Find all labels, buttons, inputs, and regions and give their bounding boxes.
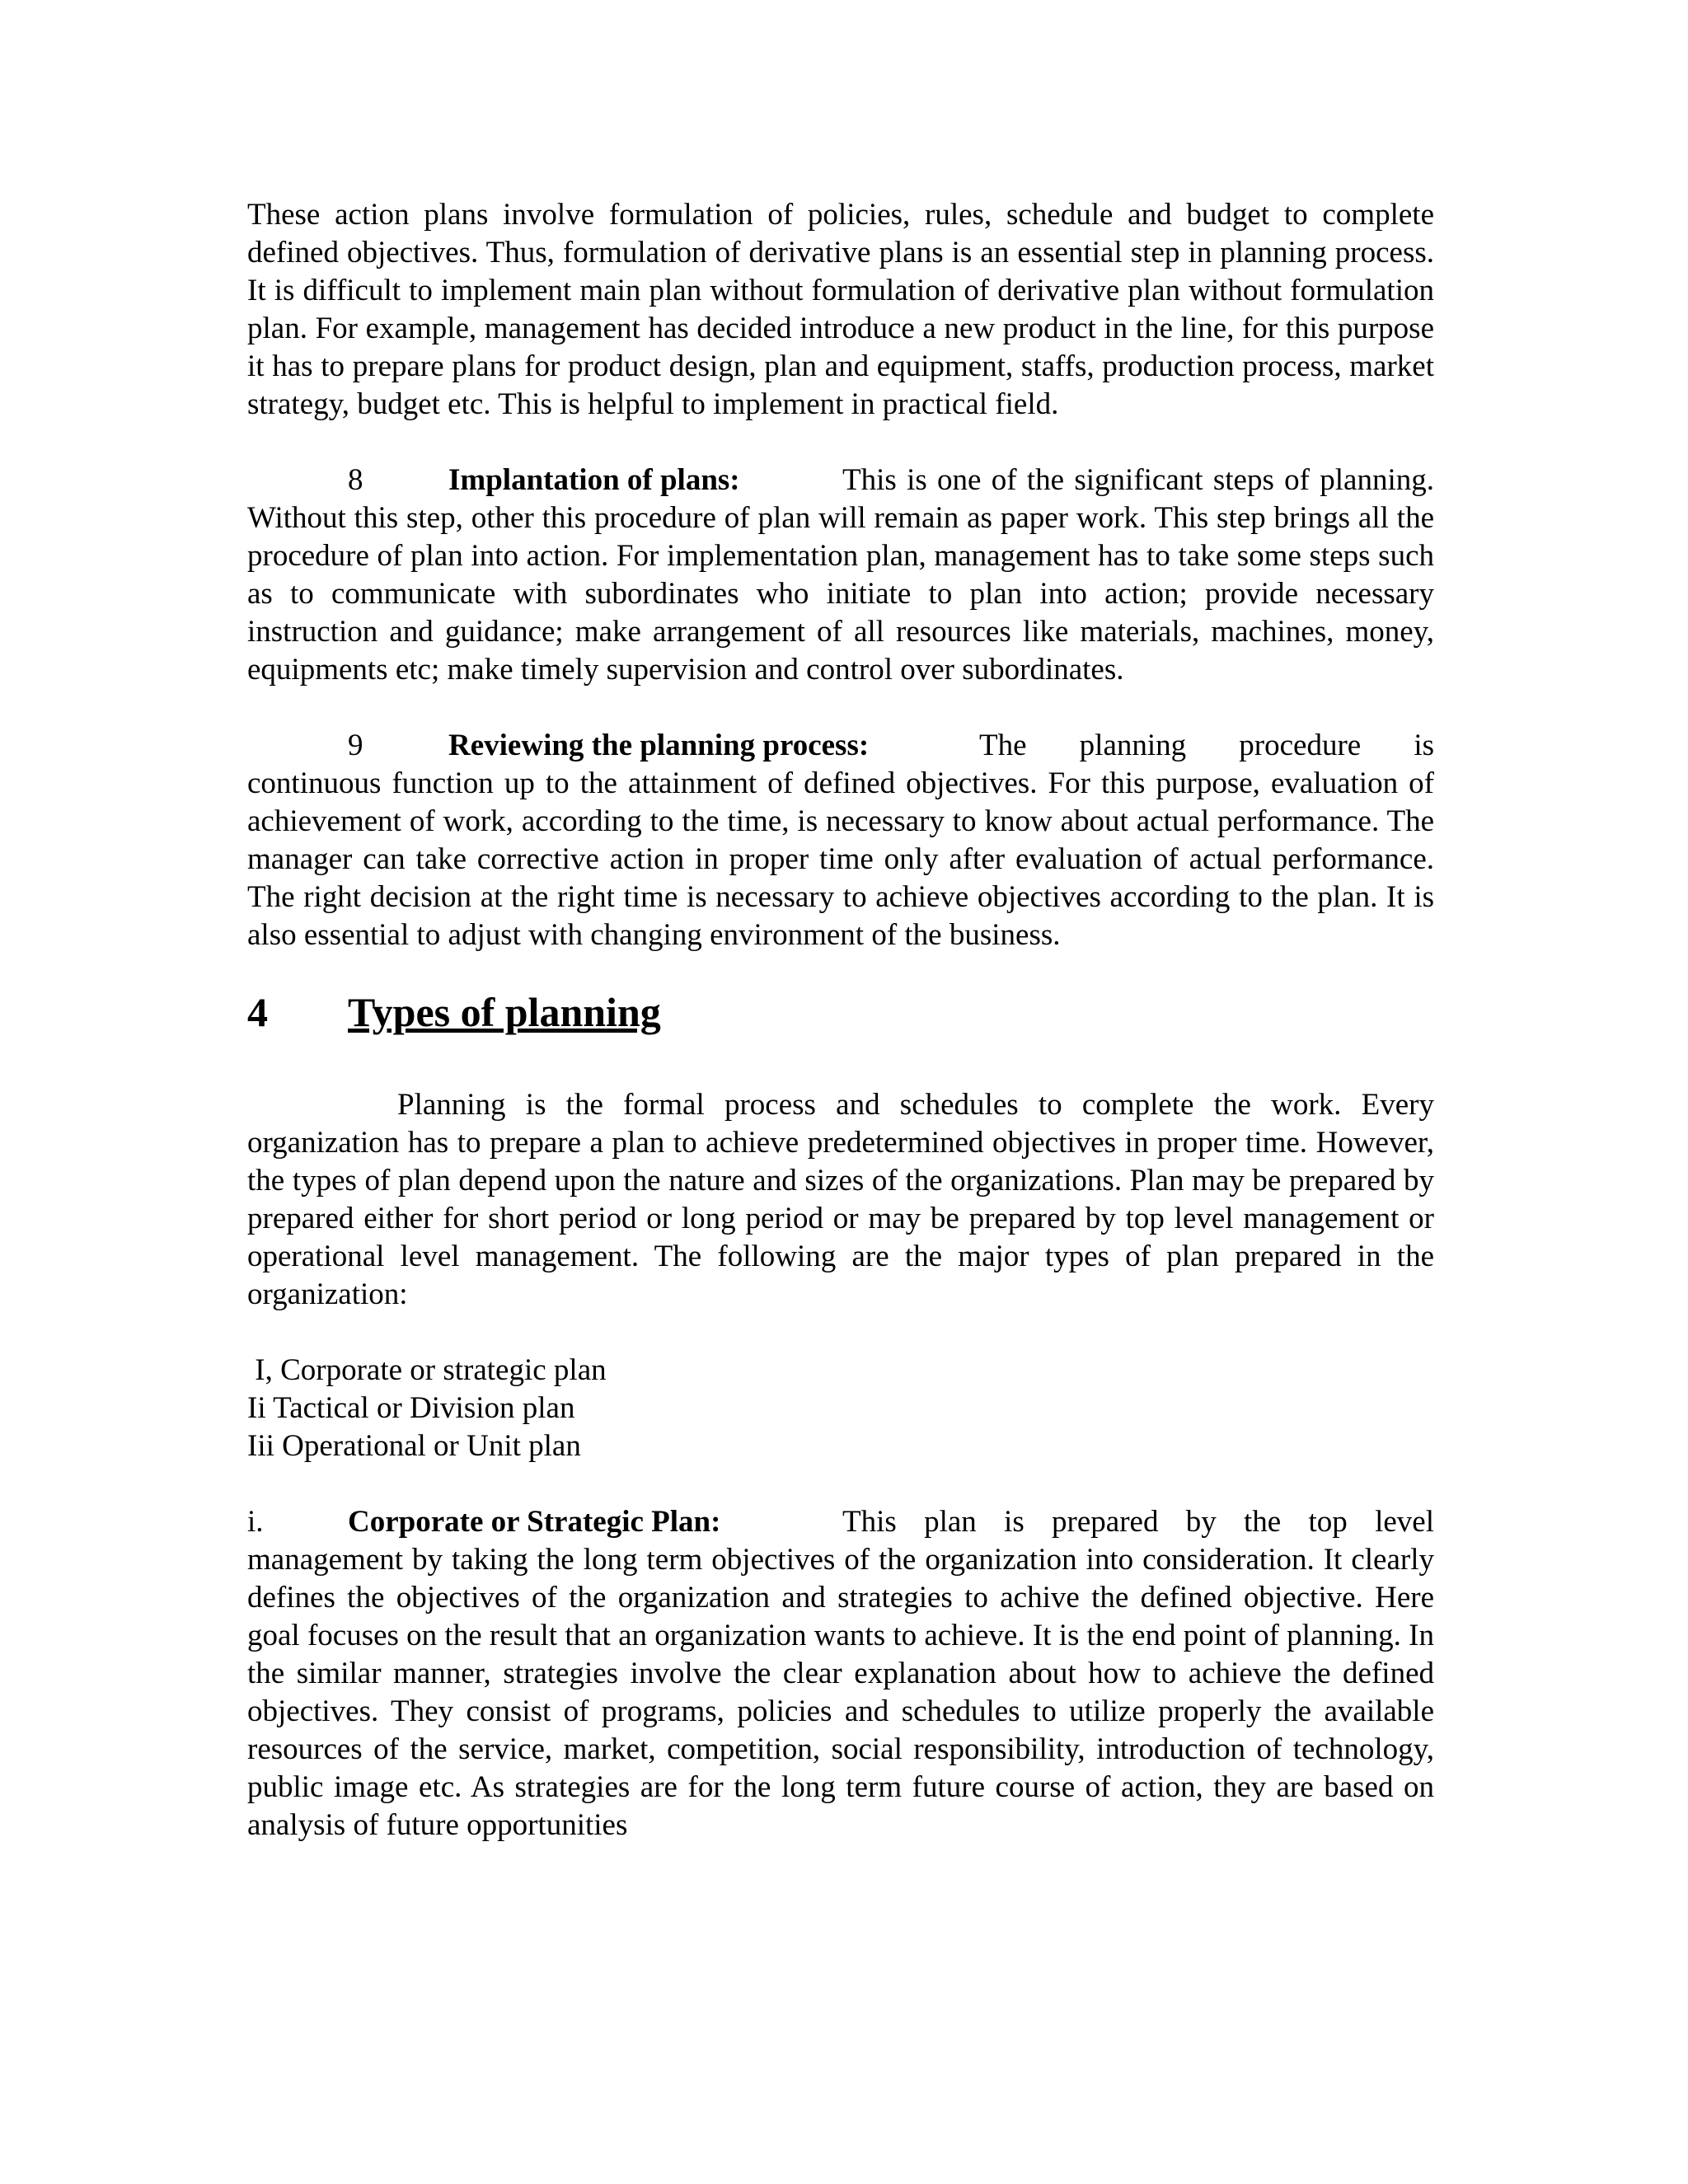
subsection-number: i.: [247, 1505, 264, 1539]
paragraph-derivative-plans: These action plans involve formulation of policies, rules, schedule and budget to complete defined objectives. Thus, formulation of derivative plans is an essential step in planning process. It is difficult to implement main plan without formulation of derivative plan without formulation plan. For example, management has decided introduce a new product in the line, for this purpose it has to prepare plans for product design, plan and equipment, staffs, production process, market strategy, budget etc. This is helpful to implement in practical field.: [247, 198, 1434, 421]
step-reviewing-planning-process: [247, 727, 1434, 954]
step-title: Implantation of plans:: [448, 463, 740, 497]
section-title: Types of planning: [348, 989, 661, 1035]
plan-types-list: [247, 1352, 1434, 1465]
step-text: The planning procedure is continuous function up to the attainment of defined objectives. For this purpose, evaluation of achievement of work, according to the time, is necessary to know about actual performance. The manager can take corrective action in proper time only after evaluation of actual performance. The right decision at the right time is necessary to achieve objectives according to the plan. It is also essential to adjust with changing environment of the business.: [247, 729, 1434, 952]
spacer: [247, 1465, 1434, 1503]
spacer: [247, 689, 1434, 727]
list-item: Iii Operational or Unit plan: [247, 1429, 581, 1463]
spacer: [247, 954, 1434, 987]
step-text: This is one of the significant steps of planning. Without this step, other this procedure of plan will remain as paper work. This step brings all the procedure of plan into action. For implementation plan, management has to take some steps such as to communicate with subordinates who initiate to plan into action; provide necessary instruction and guidance; make arrangement of all resources like materials, machines, money, equipments etc; make timely supervision and control over subordinates.: [247, 463, 1434, 687]
step-title: Reviewing the planning process:: [448, 729, 870, 762]
step-number: 9: [348, 729, 363, 762]
spacer: [247, 1037, 1434, 1086]
subsection-text: This plan is prepared by the top level management by taking the long term objectives of the organization into consideration. It clearly defines the objectives of the organization and strategies to achive the defined objective. Here goal focuses on the result that an organization wants to achieve. It is the end point of planning. In the similar manner, strategies involve the clear explanation about how to achieve the defined objectives. They consist of programs, policies and schedules to utilize properly the available resources of the service, market, competition, social responsibility, introduction of technology, public image etc. As strategies are for the long term future course of action, they are based on analysis of future opportunities: [247, 1505, 1434, 1842]
list-item: I, Corporate or strategic plan: [247, 1353, 607, 1387]
subsection-corporate-strategic-plan: [247, 1503, 1434, 1844]
list-item: Ii Tactical or Division plan: [247, 1391, 575, 1425]
page-content: [247, 196, 1434, 1844]
section-heading: [247, 987, 1434, 1037]
spacer: [247, 424, 1434, 462]
section-number: 4: [247, 989, 268, 1035]
paragraph-types-intro: Planning is the formal process and schedules to complete the work. Every organization has to prepare a plan to achieve predetermined objectives in proper time. However, the types of plan depend upon the nature and sizes of the organizations. Plan may be prepared by prepared either for short period or long period or may be prepared by top level management or operational level management. The following are the major types of plan prepared in the organization:: [247, 1088, 1434, 1311]
step-implantation-of-plans: [247, 462, 1434, 689]
spacer: [247, 1314, 1434, 1352]
step-number: 8: [348, 463, 363, 497]
subsection-title: Corporate or Strategic Plan:: [348, 1505, 721, 1539]
